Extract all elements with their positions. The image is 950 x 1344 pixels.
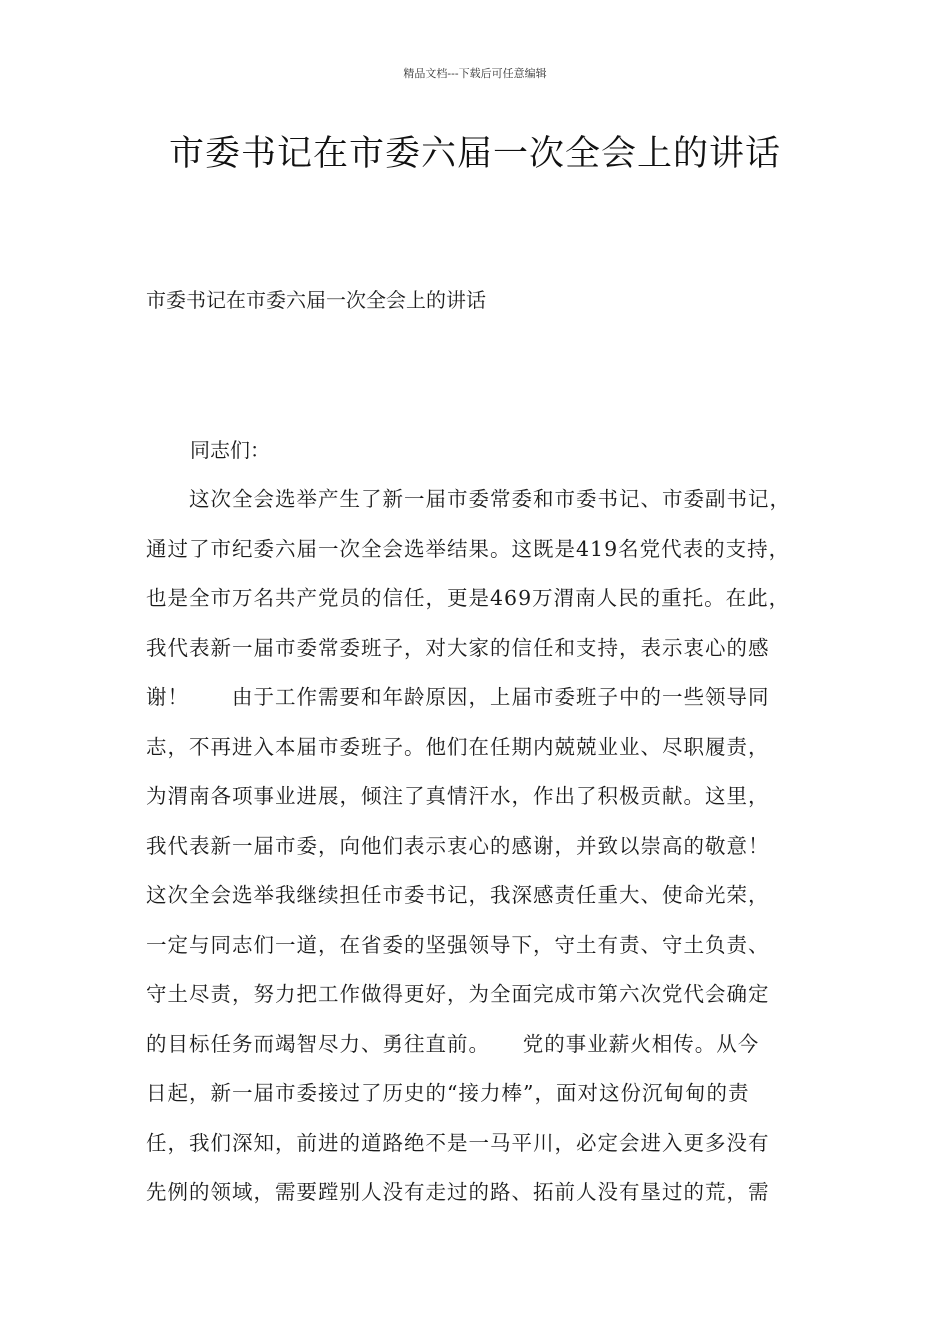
body-line-7: 为渭南各项事业进展，倾注了真情汗水，作出了积极贡献。这里， (146, 784, 770, 808)
body-line-14: 任，我们深知，前进的道路绝不是一马平川，必定会进入更多没有 (146, 1130, 770, 1155)
document-subtitle: 市委书记在市委六届一次全会上的讲话 (146, 288, 486, 312)
body-line-2: 通过了市纪委六届一次全会选举结果。这既是419名党代表的支持， (146, 536, 791, 561)
greeting: 同志们： (190, 438, 270, 462)
body-line-10: 一定与同志们一道，在省委的坚强领导下，守土有责、守土负责、 (146, 932, 770, 957)
body-line-6: 志，不再进入本届市委班子。他们在任期内兢兢业业、尽职履责， (146, 734, 770, 759)
document-title: 市委书记在市委六届一次全会上的讲话 (168, 134, 781, 174)
body-line-9: 这次全会选举我继续担任市委书记，我深感责任重大、使命光荣， (146, 883, 770, 907)
body-line-13: 日起，新一届市委接过了历史的“接力棒”，面对这份沉甸甸的责 (146, 1081, 750, 1105)
body-line-4: 我代表新一届市委常委班子，对大家的信任和支持，表示衷心的感 (146, 635, 770, 660)
body-line-1: 这次全会选举产生了新一届市委常委和市委书记、市委副书记， (146, 487, 791, 511)
body-line-8: 我代表新一届市委，向他们表示衷心的感谢，并致以崇高的敬意！ (146, 833, 770, 858)
body-line-3: 也是全市万名共产党员的信任，更是469万渭南人民的重托。在此， (146, 586, 791, 610)
body-line-11: 守土尽责，努力把工作做得更好，为全面完成市第六次党代会确定 (146, 982, 770, 1006)
body-line-15: 先例的领域，需要蹚别人没有走过的路、拓前人没有垦过的荒，需 (146, 1180, 770, 1204)
body-line-12: 的目标任务而竭智尽力、勇往直前。 党的事业薪火相传。从今 (146, 1031, 760, 1056)
body-text (146, 478, 816, 1221)
body-line-5: 谢！ 由于工作需要和年龄原因，上届市委班子中的一些领导同 (146, 685, 770, 709)
header-note: 精品文档---下载后可任意编辑 (403, 67, 547, 80)
